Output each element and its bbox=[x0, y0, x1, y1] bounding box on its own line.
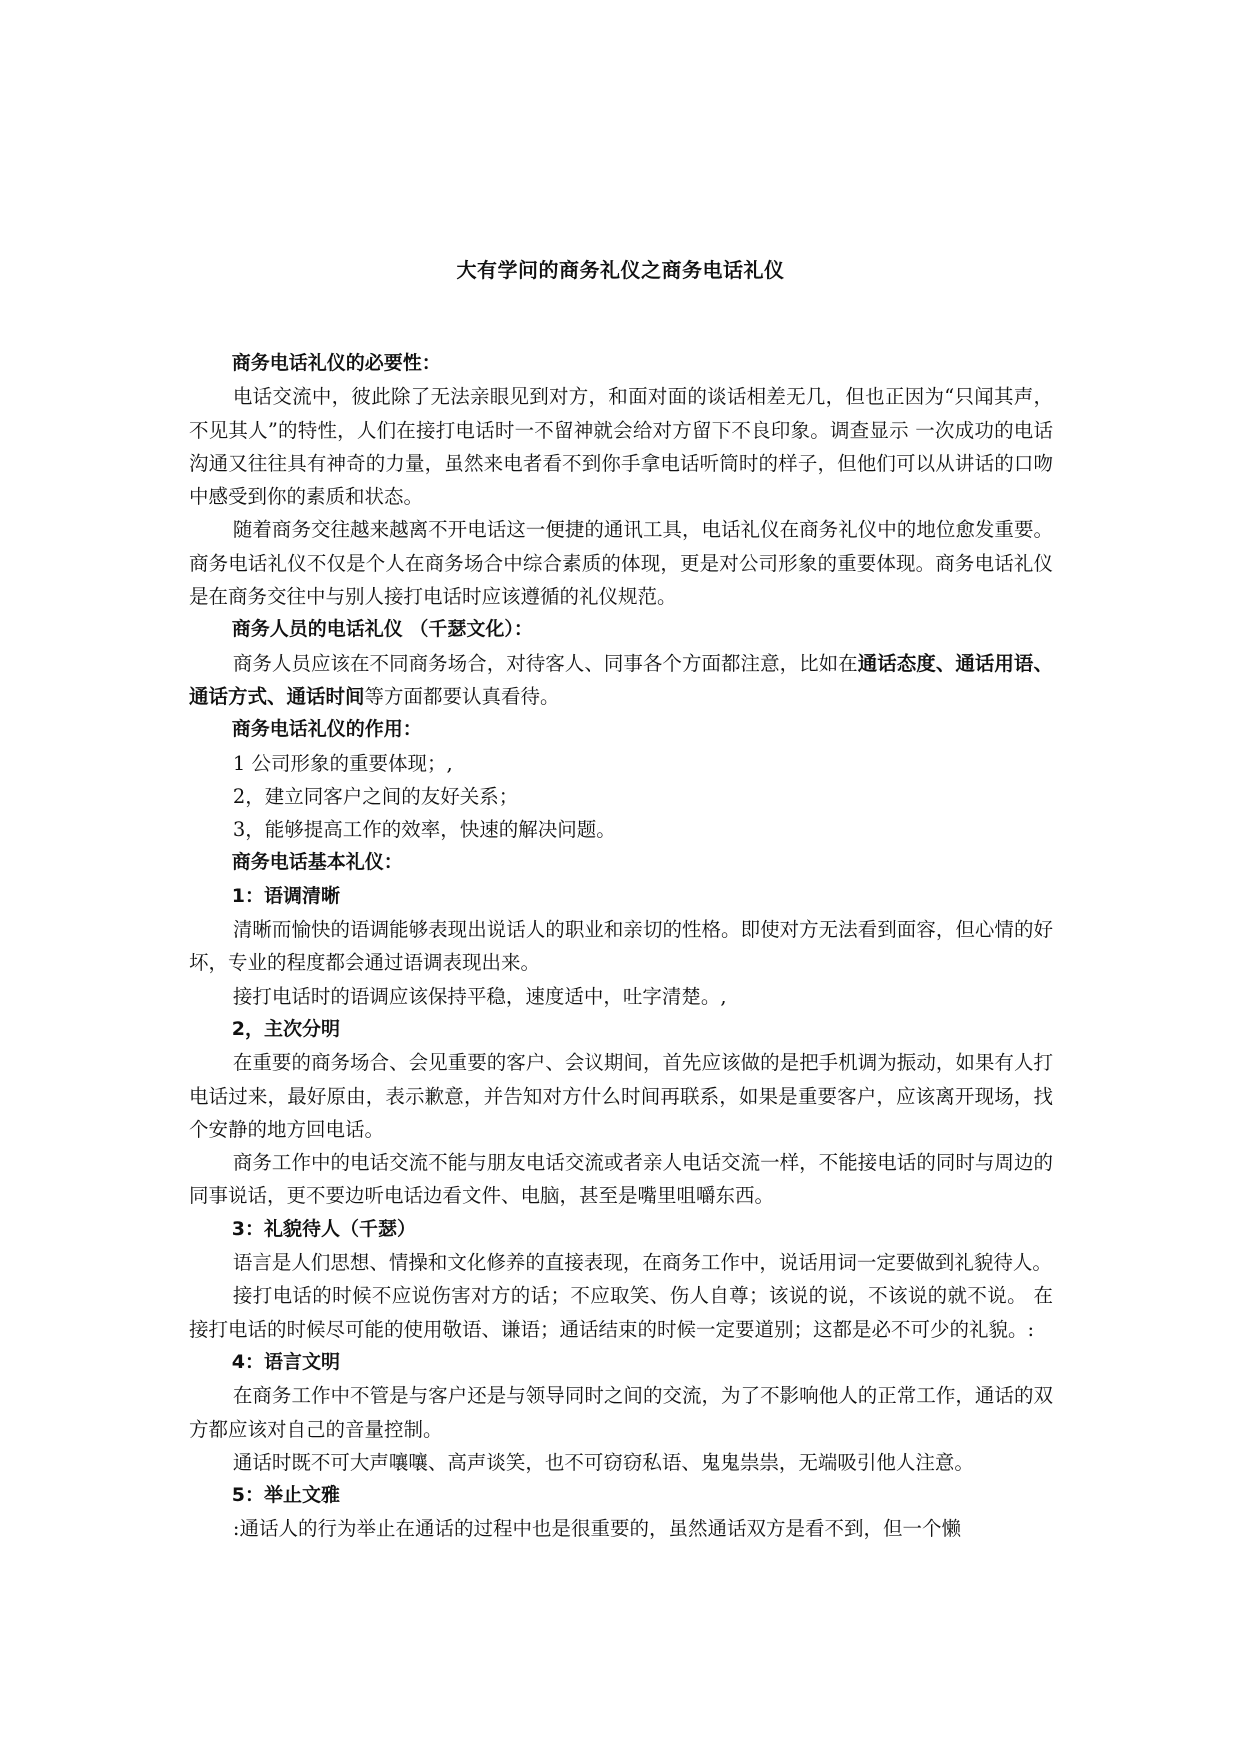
bold-term: 通话时间 bbox=[286, 684, 365, 708]
list-item: 1 公司形象的重要体现；, bbox=[232, 751, 453, 775]
bold-term: 通话方式 bbox=[189, 684, 268, 708]
paragraph: 随着商务交往越来越离不开电话这一便捷的通讯工具，电话礼仪在商务礼仪中的地位愈发重要。商务电话礼仪不仅是个人在商务场合中综合素质的体现，更是对公司形象的重要体现。商务电话礼仪是在商务交往中与别人接打电话时应该遵循的礼仪规范。 bbox=[189, 518, 1053, 609]
bold-separator: 、 bbox=[267, 684, 287, 708]
document-body bbox=[189, 347, 1053, 1546]
bold-term: 通话态度 bbox=[857, 651, 936, 675]
heading-role: 商务电话礼仪的作用： bbox=[231, 718, 422, 741]
text-run: 商务人员应该在不同商务场合，对待客人、同事各个方面都注意，比如在 bbox=[232, 651, 858, 675]
paragraph: 通话时既不可大声嚷嚷、高声谈笑，也不可窃窃私语、鬼鬼祟祟，无端吸引他人注意。 bbox=[232, 1450, 974, 1474]
paragraph: 清晰而愉快的语调能够表现出说话人的职业和亲切的性格。即使对方无法看到面容，但心情的好坏，专业的程度都会通过语调表现出来。 bbox=[189, 918, 1053, 975]
paragraph: 语言是人们思想、情操和文化修养的直接表现，在商务工作中，说话用词一定要做到礼貌待人。 bbox=[232, 1251, 1052, 1275]
list-item: 2，建立同客户之间的友好关系； bbox=[232, 784, 519, 808]
bold-separator: 、 bbox=[935, 651, 956, 675]
bold-separator: 、 bbox=[1033, 651, 1053, 675]
bold-term: 通话用语 bbox=[955, 651, 1034, 675]
paragraph: 接打电话的时候不应说伤害对方的话；不应取笑、伤人自尊；该说的说，不该说的就不说。 在接打电话的时候尽可能的使用敬语、谦语；通话结束的时候一定要道别；这都是必不可少的礼貌。: bbox=[189, 1284, 1053, 1341]
heading-basic-etiquette: 商务电话基本礼仪： bbox=[231, 851, 403, 874]
paragraph-call-aspects bbox=[189, 647, 1053, 714]
text-run: 等方面都要认真看待。 bbox=[364, 684, 560, 708]
document-title: 大有学问的商务礼仪之商务电话礼仪 bbox=[456, 258, 785, 282]
paragraph: 电话交流中，彼此除了无法亲眼见到对方，和面对面的谈话相差无几，但也正因为“只闻其声，不见其人”的特性，人们在接打电话时一不留神就会给对方留下不良印象。调查显示 一次成功的电话沟通又往往具有神奇的力量，虽然来电者看不到你手拿电话听筒时的样子，但他们可以从讲话的口吻中感受到你的素质和状态。 bbox=[189, 385, 1053, 509]
paragraph: 接打电话时的语调应该保持平稳，速度适中，吐字清楚。, bbox=[232, 984, 727, 1008]
section-heading: 3：礼貌待人（千瑟） bbox=[231, 1217, 416, 1240]
heading-necessity: 商务电话礼仪的必要性： bbox=[231, 352, 441, 374]
paragraph: 在重要的商务场合、会见重要的客户、会议期间，首先应该做的是把手机调为振动，如果有人打电话过来，最好原由，表示歉意，并告知对方什么时间再联系，如果是重要客户，应该离开现场，找个安静的地方回电话。 bbox=[189, 1051, 1053, 1141]
section-heading: 4：语言文明 bbox=[231, 1350, 340, 1373]
section-heading: 1：语调清晰 bbox=[231, 884, 340, 907]
paragraph: :通话人的行为举止在通话的过程中也是很重要的，虽然通话双方是看不到，但一个懒 bbox=[232, 1517, 961, 1541]
paragraph: 商务工作中的电话交流不能与朋友电话交流或者亲人电话交流一样，不能接电话的同时与周边的同事说话，更不要边听电话边看文件、电脑，甚至是嘴里咀嚼东西。 bbox=[189, 1151, 1053, 1208]
paragraph: 在商务工作中不管是与客户还是与领导同时之间的交流，为了不影响他人的正常工作，通话的双方都应该对自己的音量控制。 bbox=[189, 1384, 1053, 1441]
section-heading: 2，主次分明 bbox=[231, 1017, 340, 1040]
heading-staff-etiquette: 商务人员的电话礼仪 （千瑟文化）： bbox=[231, 618, 533, 641]
section-heading: 5：举止文雅 bbox=[231, 1484, 340, 1507]
list-item: 3，能够提高工作的效率，快速的解决问题。 bbox=[232, 818, 616, 842]
